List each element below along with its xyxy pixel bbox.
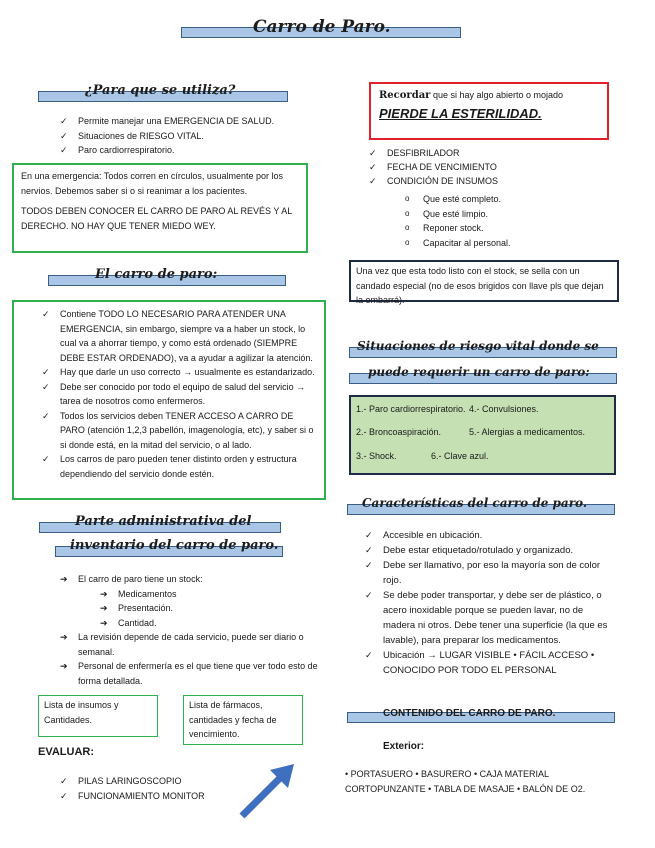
list-item: ✓ Hay que darle un uso correcto → usualmente es estandarizado. xyxy=(42,365,316,380)
list-item: ✓ Se debe poder transportar, y debe ser de plástico, o acero inoxidable porque se pueden lavar, no de madera ni otros. Debe tener una superficie (la que es lavable), para preparar los medicamentos. xyxy=(365,588,615,648)
list-item: ✓ Contiene TODO LO NECESARIO PARA ATENDER UNA EMERGENCIA, sin embargo, siempre va a haber un stock, lo cual va a ahorrar tiempo, y como está ordenado (SIEMPRE DEBE ESTAR ORDENADO), va a ayudar a agilizar la atención. xyxy=(42,307,316,365)
list-item: o Capacitar al personal. xyxy=(405,236,605,251)
situacion-4: 4.- Convulsiones. xyxy=(469,404,539,414)
section-heading-situaciones-l2: puede requerir un carro de paro: xyxy=(368,365,590,379)
recordar-label: Recordar xyxy=(379,90,431,101)
list-item: ✓ DESFIBRILADOR xyxy=(369,146,609,160)
list-item: ✓ Debe estar etiquetado/rotulado y organizado. xyxy=(365,543,615,558)
list-item: ✓ FECHA DE VENCIMIENTO xyxy=(369,160,609,174)
admin-list xyxy=(60,572,320,688)
el-carro-list xyxy=(42,307,316,481)
list-item: ✓ Ubicación → LUGAR VISIBLE • FÁCIL ACCESO • CONOCIDO POR TODO EL PERSONAL xyxy=(365,648,615,678)
list-item: ➔ La revisión depende de cada servicio, puede ser diario o semanal. xyxy=(60,630,320,659)
list-item: ✓ Los carros de paro pueden tener distinto orden y estructura dependiendo del servicio donde estén. xyxy=(42,452,316,481)
arrow-up-right-icon xyxy=(236,760,298,822)
list-item: ✓ Accesible en ubicación. xyxy=(365,528,615,543)
section-heading-para-que: ¿Para que se utiliza? xyxy=(85,83,236,98)
candado-text: Una vez que esta todo listo con el stock, se sella con un candado especial (no de esos brigidos con llave pls que dejan la embarrá). xyxy=(356,266,604,305)
checks-sublist xyxy=(405,192,605,250)
evaluar-list xyxy=(60,774,260,803)
list-item: o Que esté limpio. xyxy=(405,207,605,222)
section-heading-admin-l2: inventario del carro de paro. xyxy=(70,538,279,553)
situacion-2: 2.- Broncoaspiración. xyxy=(356,427,442,437)
page-title: Carro de Paro. xyxy=(253,17,391,37)
insumos-box xyxy=(38,695,158,737)
exterior-heading: Exterior: xyxy=(383,741,425,752)
list-item: o Reponer stock. xyxy=(405,221,605,236)
el-carro-box xyxy=(12,300,326,500)
section-heading-admin-l1: Parte administrativa del xyxy=(75,514,252,529)
stock-intro: El carro de paro tiene un stock: xyxy=(78,574,203,584)
list-item: ➔ Presentación. xyxy=(100,601,320,616)
situacion-5: 5.- Alergias a medicamentos. xyxy=(469,427,586,437)
list-item: ✓ Situaciones de RIESGO VITAL. xyxy=(60,129,320,144)
list-item: ✓ Debe ser llamativo, por eso la mayoría son de color rojo. xyxy=(365,558,615,588)
contenido-heading: CONTENIDO DEL CARRO DE PARO. xyxy=(383,708,556,719)
emergencia-text-2: TODOS DEBEN CONOCER EL CARRO DE PARO AL REVÉS Y AL DERECHO. NO HAY QUE TENER MIEDO WEY. xyxy=(21,206,292,231)
recordar-box xyxy=(369,82,609,140)
list-item: ➔ Personal de enfermería es el que tiene que ver todo esto de forma detallada. xyxy=(60,659,320,688)
candado-box xyxy=(349,260,619,305)
list-item xyxy=(60,572,320,630)
exterior-items: • PORTASUERO • BASURERO • CAJA MATERIAL CORTOPUNZANTE • TABLA DE MASAJE • BALÓN DE O2. xyxy=(345,769,586,794)
farmacos-text: Lista de fármacos, cantidades y fecha de vencimiento. xyxy=(189,700,277,739)
section-heading-el-carro: El carro de paro: xyxy=(95,267,218,282)
evaluar-heading: EVALUAR: xyxy=(38,746,95,758)
list-item: ➔ Cantidad. xyxy=(100,616,320,631)
situacion-1: 1.- Paro cardiorrespiratorio. xyxy=(356,404,466,414)
recordar-text: que si hay algo abierto o mojado xyxy=(432,90,564,100)
checks-list xyxy=(369,146,609,188)
emergencia-box xyxy=(12,163,308,253)
emergencia-text-1: En una emergencia: Todos corren en círculos, usualmente por los nervios. Debemos saber si o si reanimar a los pacientes. xyxy=(21,171,283,196)
section-heading-situaciones-l1: Situaciones de riesgo vital donde se xyxy=(357,339,599,353)
situaciones-box xyxy=(349,395,616,475)
situacion-3: 3.- Shock. xyxy=(356,451,397,461)
stock-sublist xyxy=(100,587,320,631)
list-item: ✓ Todos los servicios deben TENER ACCESO A CARRO DE PARO (atención 1,2,3 pabellón, imagenología, etc), y saber si o si donde está, en la mitad del servicio, o al lado. xyxy=(42,409,316,453)
situacion-6: 6.- Clave azul. xyxy=(431,451,489,461)
list-item: ✓ PILAS LARINGOSCOPIO xyxy=(60,774,260,789)
list-item: ✓ Permite manejar una EMERGENCIA DE SALUD. xyxy=(60,114,320,129)
list-item: ✓ Debe ser conocido por todo el equipo de salud del servicio → tarea de nosotros como enfermeros. xyxy=(42,380,316,409)
caracteristicas-list xyxy=(365,528,615,678)
list-item: ✓ CONDICIÓN DE INSUMOS xyxy=(369,174,609,188)
admin-content xyxy=(60,572,320,688)
recordar-big: PIERDE LA ESTERILIDAD. xyxy=(379,106,542,121)
list-item: o Que esté completo. xyxy=(405,192,605,207)
list-item: ✓ Paro cardiorrespiratorio. xyxy=(60,143,320,158)
farmacos-box xyxy=(183,695,303,745)
list-item: ✓ FUNCIONAMIENTO MONITOR xyxy=(60,789,260,804)
section-heading-caracteristicas: Características del carro de paro. xyxy=(362,496,587,510)
list-item: ➔ Medicamentos xyxy=(100,587,320,602)
insumos-text: Lista de insumos y Cantidades. xyxy=(44,700,119,725)
para-que-list xyxy=(60,114,320,158)
